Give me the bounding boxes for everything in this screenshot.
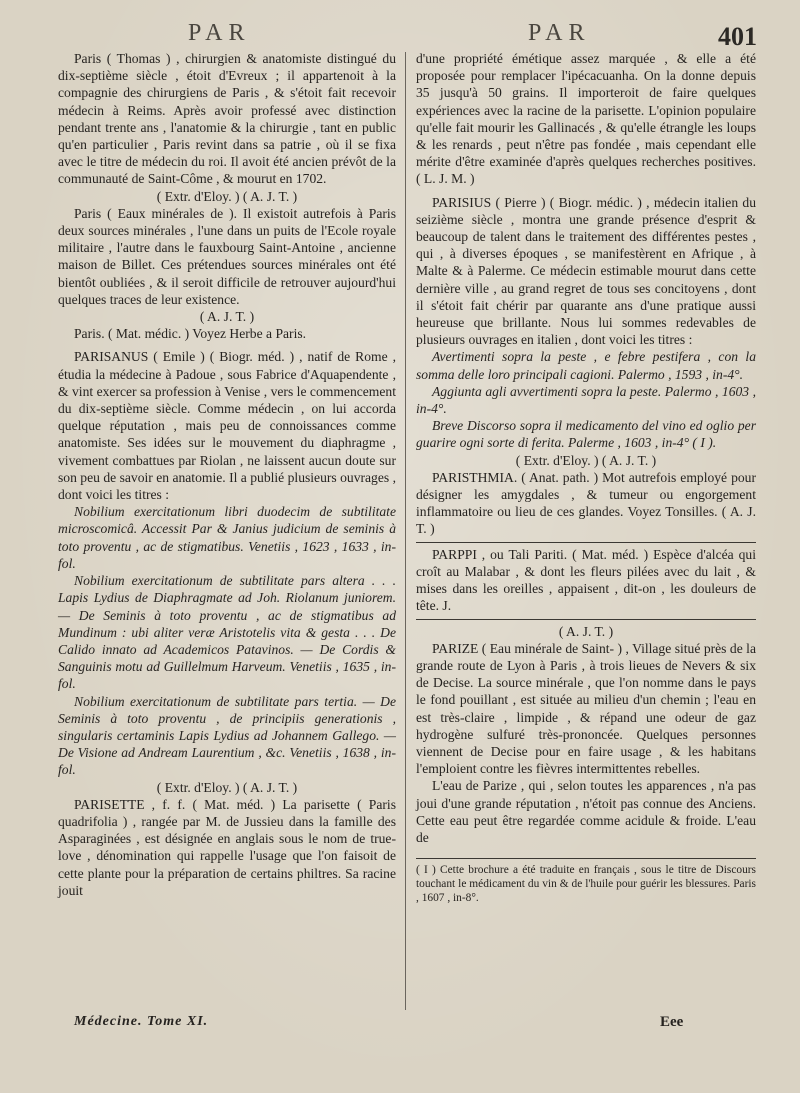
footnote: ( I ) Cette brochure a été traduite en français , sous le titre de Discours touchant le médicament du vin & de l'huile pour guérir les blessures. Paris , 1607 , in-8°. [416,864,756,905]
paragraph: Nobilium exercitationum de subtilitate pars tertia. — De Seminis à toto proventu , de principiis generationis , singularis certaminis Lapis Lydius ad Johannem Gallego. — De Visione ad Andream Laurentium , &c. Venetiis , 1638 , in-fol. [58,693,396,778]
paragraph: ( Extr. d'Eloy. ) ( A. J. T. ) [156,188,298,204]
page-number: 401 [718,22,757,51]
paragraph: Aggiunta agli avvertimenti sopra la peste. Palermo , 1603 , in-4°. [416,383,756,417]
left-column [58,50,396,899]
paragraph: PARPPI , ou Tali Pariti. ( Mat. méd. ) Espèce d'alcéa qui croît au Malabar , & dont les fleurs pilées avec du lait , & mises dans les oreilles , appaisent , dit-on , les douleurs de tête. J. [416,546,756,614]
paragraph: Avertimenti sopra la peste , e febre pestifera , con la somma delle loro principali cagioni. Palermo , 1593 , in-4°. [416,349,756,382]
running-head-right: PAR [528,20,591,46]
paragraph: PARISETTE , f. f. ( Mat. méd. ) La parisette ( Paris quadrifolia ) , rangée par M. de Jussieu dans la famille des Asparaginées , est désignée en anglais sous le nom de true-love , dénomination qui rappelle l'usage que l'on faisoit de cette plante pour la préparation de certains philtres. Sa racine jouit [58,796,396,898]
paragraph: Paris ( Eaux minérales de ). Il existoit autrefois à Paris deux sources minérales , l'une dans un puits de l'Ecole royale militaire , l'autre dans le fauxbourg Saint-Antoine , ancienne maison de Billet. Ces prétendues sources minérales ont été bientôt oubliées , & il seroit difficile de retrouver aujourd'hui quelques traces de leur existence. [58,205,396,307]
paragraph: Paris. ( Mat. médic. ) Voyez Herbe a Paris. [74,326,307,342]
paragraph: d'une propriété émétique assez marquée , & elle a été proposée pour remplacer l'ipécacuanha. On la donne depuis 35 jusqu'à 50 grains. Il importeroit de faire quelques expériences avec la racine de la parisette. L'opinion populaire qu'elle fait mourir les Gallinacés , & qu'elle étrangle les loups & les renards , peut n'être pas fondée , mais cependant elle mérite d'être examinée d'après quelques recherches positives. ( L. J. M. ) [416,51,756,187]
entry-rule [416,619,756,620]
paragraph: ( A. J. T. ) [558,623,614,639]
paragraph: PARISIUS ( Pierre ) ( Biogr. médic. ) , médecin italien du seizième siècle , montra une grande présence d'esprit & beaucoup de talent dans le traitement des différentes pestes , qui , à diverses époques , se manifestèrent en Afrique , à Malte & à Palerme. Ce médecin estimable mourut dans cette dernière ville , au grand regret de tous ses concitoyens , dont il s'étoit fait chérir par quarante ans d'une pratique aussi heureuse que brillante. Nous lui sommes redevables de plusieurs ouvrages en italien , dont voici les titres : [416,194,756,348]
paragraph: PARIZE ( Eau minérale de Saint- ) , Village situé près de la grande route de Lyon à Paris , à trois lieues de Nevers & six de Decise. La source minérale , que l'on nomme dans le pays le fond pouillant , est située au milieu d'un chemin ; l'eau en est très-claire , limpide , & répand une odeur de gaz hydrogène sulfuré très-prononcée. Quelques personnes viennent de Decise pour en faire usage , & les habitans l'emploient contre les fièvres intermittentes rebelles. [416,640,756,777]
right-column [416,50,756,905]
paragraph: Nobilium exercitationum libri duodecim de subtilitate microscomicâ. Accessit Par & Janius judicium de seminis à toto proventu , ac de stigmatibus. Venetiis , 1623 , 1633 , in-fol. [58,504,396,571]
paragraph: L'eau de Parize , qui , selon toutes les apparences , n'a pas joui d'une grande réputation , n'étoit pas connue des Anciens. Cette eau peut être regardée comme acidule & froide. L'eau de [416,778,756,845]
entry-rule [416,542,756,543]
paragraph: Paris ( Thomas ) , chirurgien & anatomiste distingué du dix-septième siècle , étoit d'Evreux ; il appartenoit à la compagnie des chirurgiens de Paris , & s'étoit fait recevoir médecin à Reims. Après avoir professé avec distinction pendant trente ans , l'anatomie & la chirurgie , tant en public qu'en particulier , Paris revint dans sa patrie , où il se fixa avec le titre de médecin du roi. Il avoit été ancien prévôt de la communauté de Saint-Côme , & mourut en 1702. [58,51,396,187]
paragraph: PARISTHMIA. ( Anat. path. ) Mot autrefois employé pour désigner les amygdales , & tumeur ou engorgement inflammatoire ou lieu de ces glandes. Voyez Tonsilles. ( A. J. T. ) [416,469,756,537]
paragraph: PARISANUS ( Emile ) ( Biogr. méd. ) , natif de Rome , étudia la médecine à Padoue , sous Fabrice d'Aquapendente , & vint exercer sa profession à Venise , vers le commencement du dix-septième siècle. Comme médecin , on lui accorda quelque réputation , mais peu de connoissances comme anatomiste. Ses idées sur le mouvement du diaphragme , vivement combattues par Riolan , ne laissent aucun doute sur son peu de savoir en anatomie. Il a publié plusieurs ouvrages , dont voici les titres : [58,349,396,503]
paragraph: Breve Discorso sopra il medicamento del vino ed oglio per guarire ogni sorte di ferita. Palerme , 1603 , in-4° ( I ). [416,418,756,451]
paragraph: Nobilium exercitationum de subtilitate pars altera . . . Lapis Lydius de Diaphragmate ad Joh. Riolanum juniorem. — De Seminis à toto proventu , ac de stigmatibus ad Mundinum : ubi aliter veræ Aristotelis vita & gesta . . . De Calido innato ad Academicos Patavinos. — De Cordis & Sanguinis motu ad Guillelmum Harveum. Venetiis , 1635 , in-fol. [58,573,396,692]
paragraph: ( A. J. T. ) [199,309,255,325]
running-head-left: PAR [188,20,251,46]
footnote-rule [416,858,756,859]
gathering-mark: Eee [660,1014,684,1030]
signature-mark: Médecine. Tome XI. [74,1014,209,1029]
column-divider [405,52,406,1010]
paragraph: ( Extr. d'Eloy. ) ( A. J. T. ) [515,452,657,468]
paragraph: ( Extr. d'Eloy. ) ( A. J. T. ) [156,779,298,795]
